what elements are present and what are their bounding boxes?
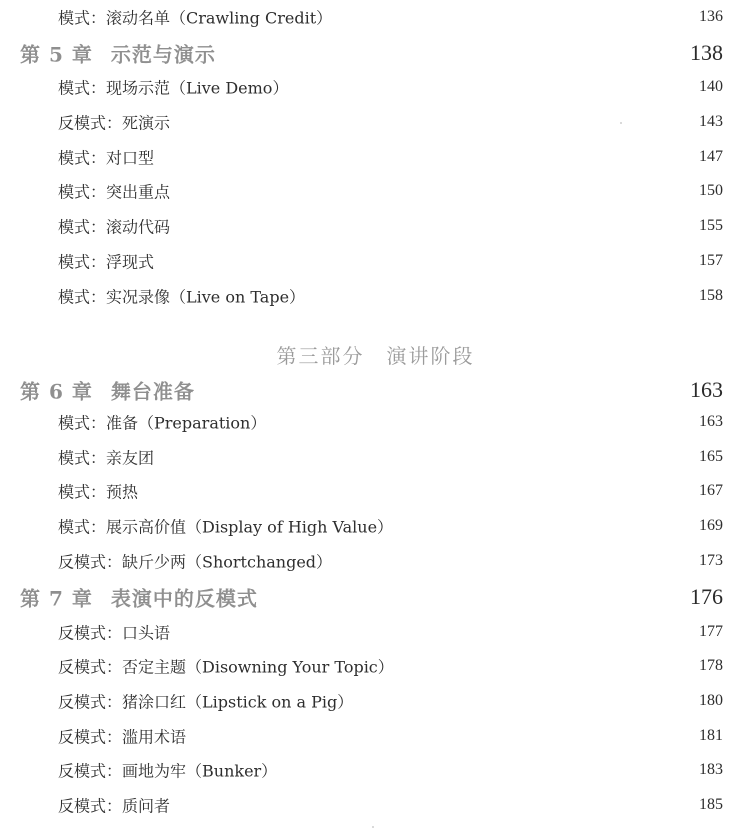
entry-title: 模式：展示高价值（Display of High Value） [58,517,394,537]
toc-entry [0,684,751,718]
toc-entry [0,279,751,313]
toc-entry [0,209,751,243]
chapter-page-number: 138 [690,40,723,65]
entry-title: 模式：突出重点 [58,182,171,202]
entry-title: 模式：实况录像（Live on Tape） [58,287,306,307]
toc-chapter-heading [0,580,751,614]
entry-page-number: 136 [699,8,723,25]
entry-page-number: 173 [699,552,723,569]
scan-speck [620,122,622,124]
toc-part-heading [0,340,751,369]
part-number: 第三部分 [276,344,365,368]
entry-page-number: 157 [699,252,723,269]
entry-page-number: 165 [699,448,723,465]
entry-page-number: 143 [699,113,723,130]
toc-entry [0,753,751,787]
entry-title: 反模式：死演示 [58,113,171,133]
entry-page-number: 158 [699,287,723,304]
toc-entry [0,649,751,683]
chapter-page-number: 176 [690,584,723,609]
entry-title: 模式：对口型 [58,148,155,168]
entry-title: 反模式：缺斤少两（Shortchanged） [58,552,333,572]
entry-page-number: 147 [699,148,723,165]
toc-entry [0,719,751,753]
entry-title: 反模式：质问者 [58,796,171,816]
toc-entry [0,788,751,822]
entry-page-number: 150 [699,182,723,199]
toc-entry [0,140,751,174]
entry-title: 模式：滚动代码 [58,217,171,237]
chapter-number: 第 6 章 [20,379,93,404]
entry-page-number: 185 [699,796,723,813]
entry-title: 模式：现场示范（Live Demo） [58,78,289,98]
toc-entry [0,509,751,543]
chapter-title: 表演中的反模式 [110,586,258,611]
toc-entry [0,70,751,104]
entry-page-number: 177 [699,623,723,640]
entry-page-number: 169 [699,517,723,534]
entry-title: 模式：准备（Preparation） [58,413,267,433]
toc-entry [0,174,751,208]
toc-entry [0,105,751,139]
toc-entry [0,0,751,34]
entry-title: 反模式：猪涂口红（Lipstick on a Pig） [58,692,354,712]
entry-page-number: 183 [699,761,723,778]
entry-page-number: 155 [699,217,723,234]
part-title: 演讲阶段 [386,344,475,368]
entry-page-number: 181 [699,727,723,744]
toc-chapter-heading [0,36,751,70]
chapter-number: 第 5 章 [20,42,93,67]
toc-entry [0,405,751,439]
entry-title: 反模式：否定主题（Disowning Your Topic） [58,657,394,677]
entry-page-number: 140 [699,78,723,95]
entry-page-number: 167 [699,482,723,499]
entry-page-number: 180 [699,692,723,709]
chapter-title: 舞台准备 [110,379,195,404]
toc-entry [0,244,751,278]
entry-title: 反模式：画地为牢（Bunker） [58,761,278,781]
chapter-number: 第 7 章 [20,586,93,611]
chapter-page-number: 163 [690,377,723,402]
scan-speck [372,826,374,828]
toc-entry [0,440,751,474]
entry-title: 反模式：口头语 [58,623,171,643]
entry-title: 反模式：滥用术语 [58,727,187,747]
entry-page-number: 163 [699,413,723,430]
chapter-title: 示范与演示 [110,42,216,67]
entry-title: 模式：预热 [58,482,139,502]
toc-entry [0,474,751,508]
toc-chapter-heading [0,373,751,407]
entry-title: 模式：滚动名单（Crawling Credit） [58,8,333,28]
toc-entry [0,615,751,649]
entry-title: 模式：浮现式 [58,252,155,272]
entry-page-number: 178 [699,657,723,674]
entry-title: 模式：亲友团 [58,448,155,468]
toc-entry [0,544,751,578]
